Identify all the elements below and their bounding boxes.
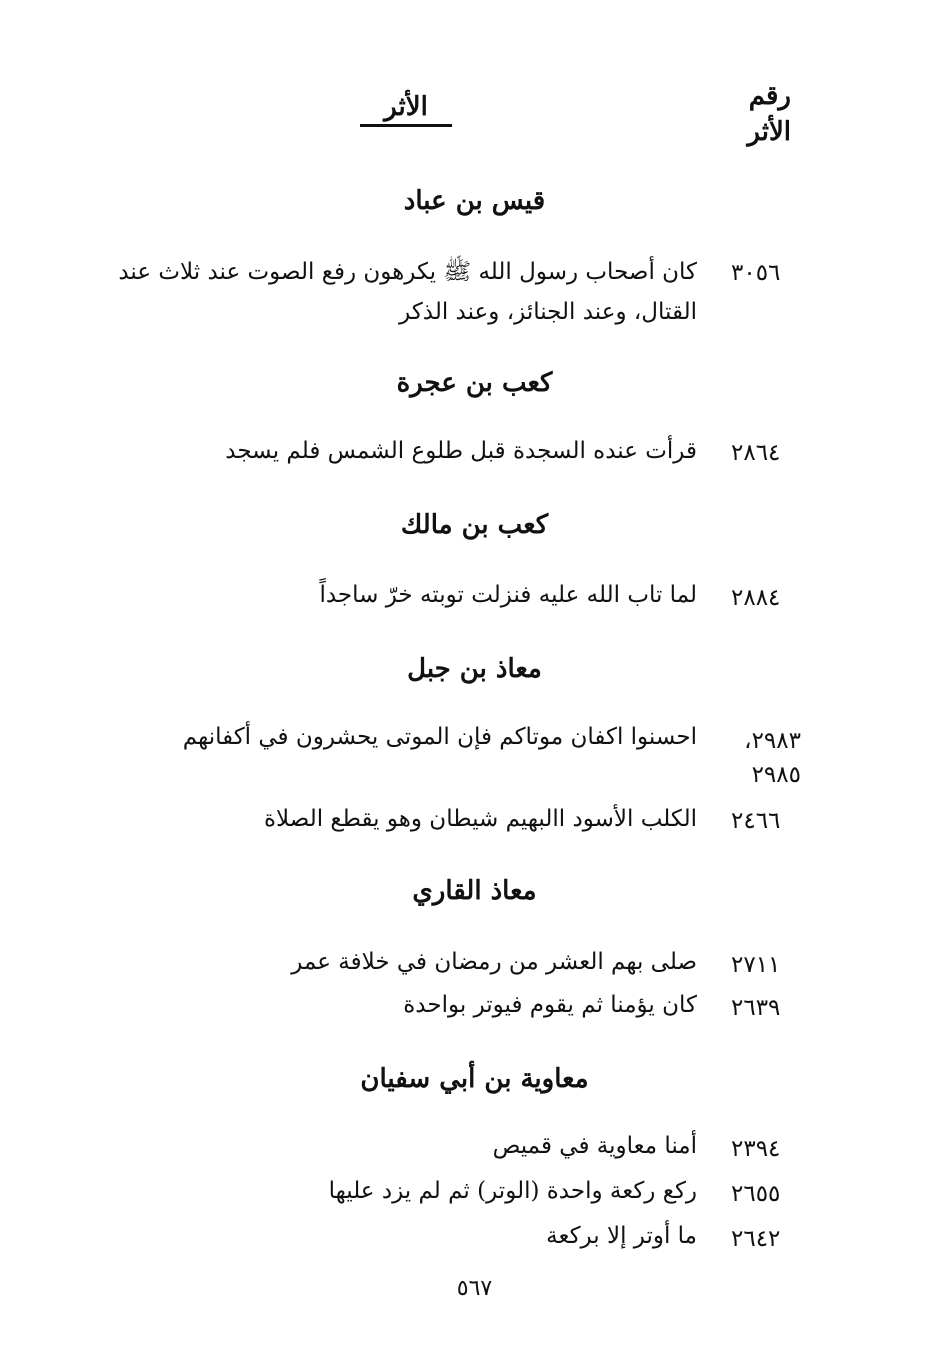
section-title: كعب بن عجرة (396, 368, 553, 398)
entry-text: ما أوتر إلا بركعة (546, 1223, 697, 1249)
entry-text: لما تاب الله عليه فنزلت توبته خرّ ساجداً (319, 582, 697, 608)
entry-text: أمنا معاوية في قميص (492, 1133, 697, 1159)
entry-number: ٢٦٤٢ (731, 1226, 781, 1252)
entry-text: ركع ركعة واحدة (الوتر) ثم لم يزد عليها (328, 1178, 697, 1204)
entry-number: ٢٦٥٥ (731, 1181, 781, 1207)
entry-text: الكلب الأسود االبهيم شيطان وهو يقطع الصلاة (263, 806, 697, 832)
entry-text: صلى بهم العشر من رمضان في خلافة عمر (291, 949, 697, 975)
entry-text: كان يؤمنا ثم يقوم فيوتر بواحدة (403, 992, 697, 1018)
entry-number: ٢٨٦٤ (731, 440, 781, 466)
column-header-number: رقم الأثر (747, 81, 791, 147)
entry-text: قرأت عنده السجدة قبل طلوع الشمس فلم يسجد (225, 438, 697, 464)
entry-number: ٢٨٨٤ (731, 585, 781, 611)
header-underline (360, 124, 452, 127)
entry-number: ٢٧١١ (731, 952, 781, 978)
entry-text: كان أصحاب رسول الله ﷺ يكرهون رفع الصوت عند ثلاث عند القتال، وعند الجنائز، وعند الذكر (118, 259, 697, 325)
page-number: ٥٦٧ (456, 1276, 493, 1301)
section-title: معاذ بن جبل (407, 654, 542, 684)
section-title: قيس بن عباد (403, 186, 546, 216)
entry-number: ٣٠٥٦ (731, 260, 781, 286)
section-title: كعب بن مالك (400, 510, 549, 540)
entry-number: ٢٣٩٤ (731, 1136, 781, 1162)
column-header-text (360, 92, 452, 127)
entry-number: ٢٤٦٦ (731, 808, 781, 834)
entry-number: ٢٩٨٣، ٢٩٨٥ (744, 728, 801, 788)
entry-number: ٢٦٣٩ (731, 995, 781, 1021)
section-title: معاذ القاري (412, 876, 537, 906)
column-header-text-label: الأثر (384, 92, 428, 122)
entry-text: احسنوا اكفان موتاكم فإن الموتى يحشرون في أكفانهم (182, 724, 697, 750)
section-title: معاوية بن أبي سفيان (360, 1064, 589, 1094)
